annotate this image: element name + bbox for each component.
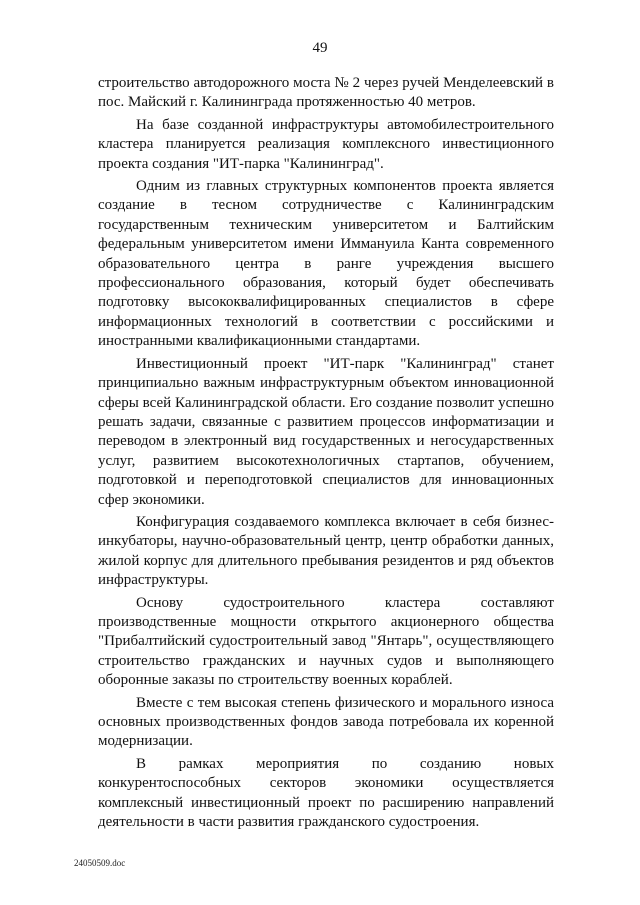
paragraph-education-center: Одним из главных структурных компонентов проекта является создание в тесном сотрудничестве с Калининградским государственным техническим университетом и Балтийским федеральным университетом имени Иммануила Канта современного образовательного центра в ранге учреждения высшего профессионального образования, который будет обеспечивать подготовку высококвалифицированных специалистов в сфере информационных технологий в соответствии с российскими и иностранными квалификационными стандартами. [98,178,554,350]
document-footer-filename: 24050509.doc [74,858,126,868]
paragraph-shipbuilding-cluster: Основу судостроительного кластера составляют производственные мощности открытого акционерного общества "Прибалтийский судостроительный завод "Янтарь", осуществляющего строительство гражданских и научных судов и выполняющего оборонные заказы по строительству военных кораблей. [98,594,554,689]
paragraph-complex-configuration: Конфигурация создаваемого комплекса включает в себя бизнес-инкубаторы, научно-образовательный центр, центр обработки данных, жилой корпус для длительного пребывания резидентов и ряд объектов инфраструктуры. [98,513,554,589]
paragraph-modernization: Вместе с тем высокая степень физического и морального износа основных производственных фондов завода потребовала их коренной модернизации. [98,694,554,750]
page-number: 49 [312,40,328,56]
paragraph-it-park-project: На базе созданной инфраструктуры автомобилестроительного кластера планируется реализация комплексного инвестиционного проекта создания "ИТ-парка "Калининград". [98,116,554,172]
document-body [98,74,554,835]
paragraph-civil-shipbuilding: В рамках мероприятия по созданию новых конкурентоспособных секторов экономики осуществляется комплексный инвестиционный проект по расширению направлений деятельности в части развития гражданского судостроения. [98,755,554,831]
paragraph-bridge-construction: строительство автодорожного моста № 2 через ручей Менделеевский в пос. Майский г. Калининграда протяженностью 40 метров. [98,75,554,111]
paragraph-it-park-importance: Инвестиционный проект "ИТ-парк "Калининград" станет принципиально важным инфраструктурным объектом инновационной сферы всей Калининградской области. Его создание позволит успешно решать задачи, связанные с развитием процессов информатизации и переводом в электронный вид государственных и негосударственных услуг, развитием высокотехнологичных стартапов, обучением, подготовкой и переподготовкой специалистов для инновационных сфер экономики. [98,355,554,508]
